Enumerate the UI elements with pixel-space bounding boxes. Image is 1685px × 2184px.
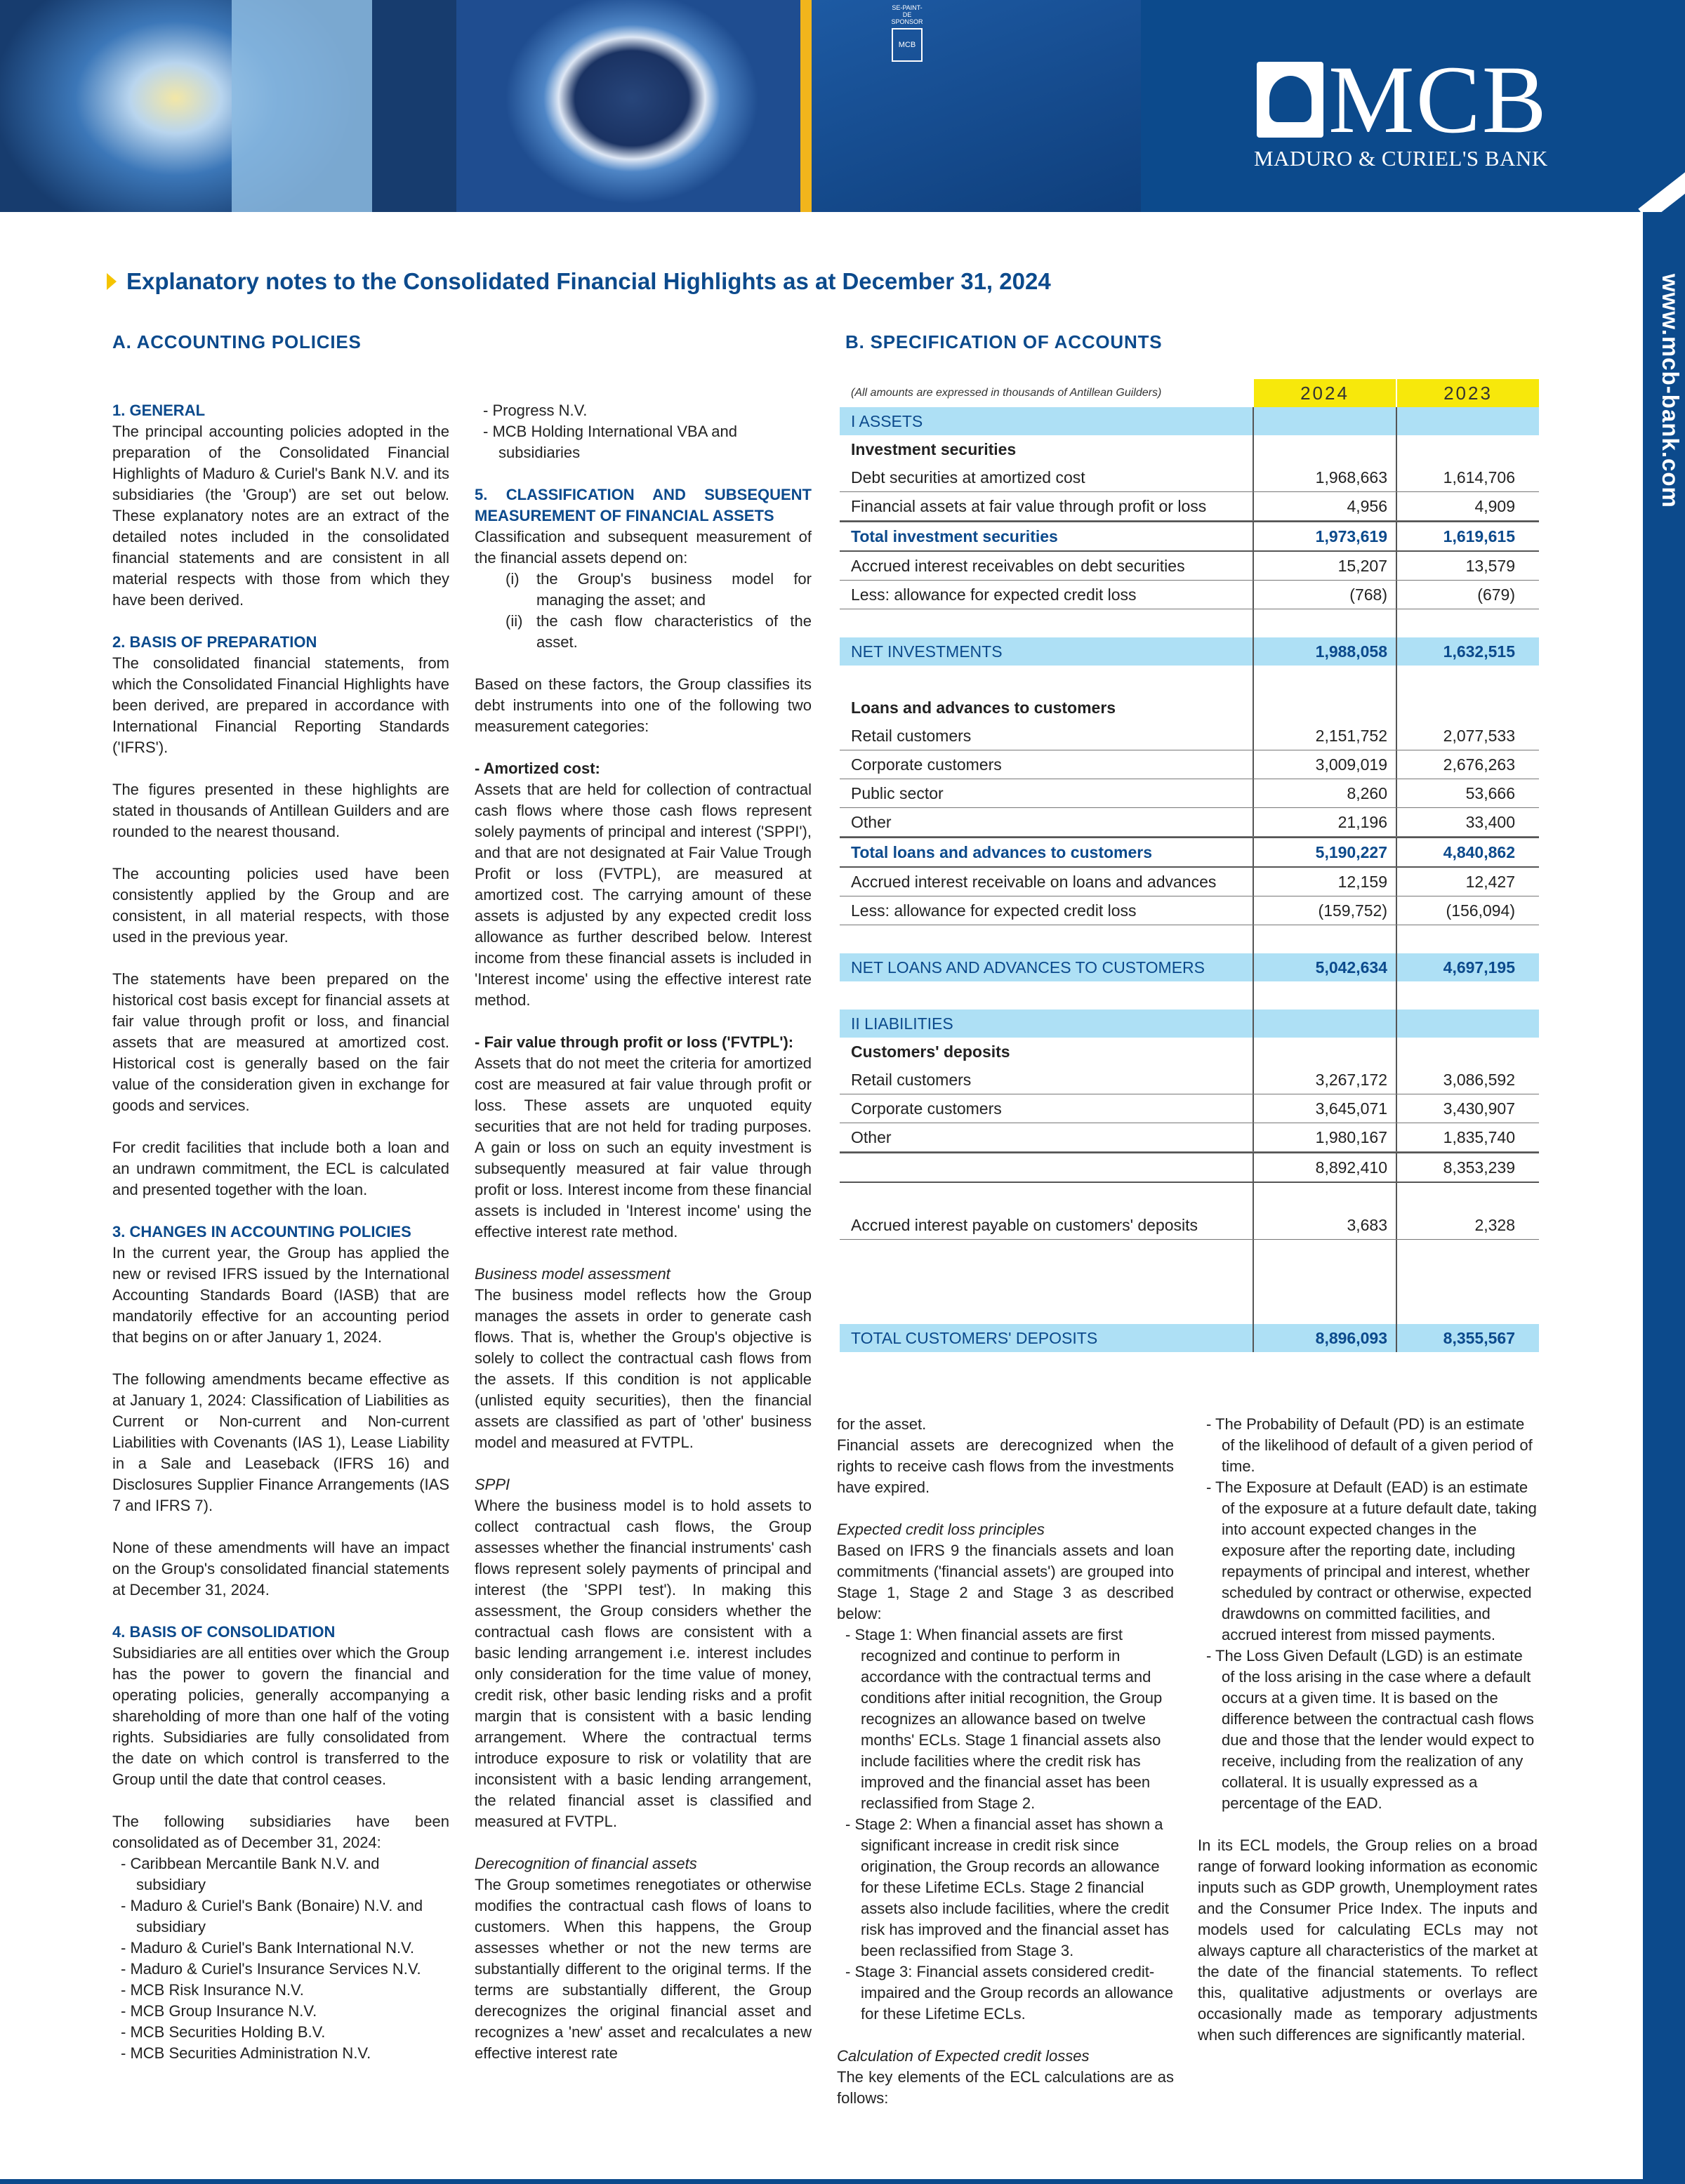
value-2024: 3,683 (1347, 1216, 1387, 1234)
column-divider (1396, 1038, 1397, 1066)
blue-door-image (232, 0, 372, 212)
preparation-p2: The figures presented in these highlights are stated in thousands of Antillean Guilders and are rounded to the nearest thousand. (112, 781, 449, 840)
row-label: Other (851, 1128, 892, 1146)
list-item: - The Loss Given Default (LGD) is an estimate of the loss arising in the case where a default occurs at a given time. It is based on the difference between the contractual cash flows due and those that the lender would expect to receive, including from the realization of any collateral. It is usually expressed as a percentage of the EAD. (1206, 1647, 1535, 1812)
column-divider (1396, 666, 1397, 694)
table-body (840, 407, 1539, 1352)
row-label: Loans and advances to customers (851, 699, 1116, 717)
column-divider (1253, 981, 1254, 1010)
general-text: The principal accounting policies adopted in the preparation of the Consolidated Financial Highlights of Maduro & Curiel's Bank N.V. and its subsidiaries (the 'Group') are set out below. These explanatory notes are an extract of the detailed notes included in the consolidated financial statements and are consistent in all material respects with those from which they have been derived. (112, 423, 449, 609)
classification-title: 5. CLASSIFICATION AND SUBSEQUENT MEASUREMENT OF FINANCIAL ASSETS (475, 486, 812, 524)
row-label: TOTAL CUSTOMERS' DEPOSITS (851, 1329, 1098, 1347)
consolidation-title: 4. BASIS OF CONSOLIDATION (112, 1623, 336, 1641)
table-row (840, 694, 1539, 722)
table-row (840, 925, 1539, 953)
value-2023: 1,614,706 (1443, 468, 1515, 487)
table-row (840, 1066, 1539, 1094)
row-label: Retail customers (851, 727, 972, 745)
ecl-principles-title: Expected credit loss principles (837, 1521, 1045, 1538)
section-b-heading: B. SPECIFICATION OF ACCOUNTS (845, 331, 1163, 352)
column-divider (1253, 435, 1254, 463)
column-divider (1253, 1038, 1254, 1066)
row-label: II LIABILITIES (851, 1014, 953, 1033)
table-row (840, 1183, 1539, 1211)
value-2024: 21,196 (1337, 813, 1387, 831)
table-row (840, 981, 1539, 1010)
sponsor-badge (890, 4, 924, 62)
list-text: the cash flow characteristics of the asset. (536, 612, 812, 651)
list-item: - The Exposure at Default (EAD) is an estimate of the exposure at a future default date, taking into account expected changes in the exposure after the reporting date, including repayments of principal and interest, whether scheduled by contract or otherwise, expected drawdowns on committed facilities, and accrued interest from missed payments. (1206, 1478, 1537, 1643)
preparation-p5: For credit facilities that include both a loan and an undrawn commitment, the ECL is calculated and presented together with the loan. (112, 1139, 449, 1198)
value-2023: 2,328 (1474, 1216, 1515, 1234)
sponsor-logo: MCB (892, 28, 923, 62)
ecl-calculation-title: Calculation of Expected credit losses (837, 2047, 1090, 2065)
list-number: (i) (505, 570, 520, 588)
table-row (840, 1010, 1539, 1038)
table-row (840, 609, 1539, 637)
table-row (840, 637, 1539, 666)
row-label: I ASSETS (851, 412, 923, 430)
list-item: - Maduro & Curiel's Bank (Bonaire) N.V. and subsidiary (121, 1897, 423, 1935)
consolidation-p1: Subsidiaries are all entities over which the Group has the power to govern the financial and operating policies, generally accompanying a shareholding of more than one half of the voting rights. Subsidiaries are fully consolidated from the date on which control is transferred to the Group until the date that control ceases. (112, 1644, 449, 1788)
row-label: Total loans and advances to customers (851, 843, 1153, 861)
value-2023: 13,579 (1465, 557, 1515, 575)
value-2023: 2,676,263 (1443, 755, 1515, 774)
mural-image (456, 0, 807, 212)
changes-p3: None of these amendments will have an impact on the Group's consolidated financial statements at December 31, 2024. (112, 1539, 449, 1599)
value-2024: 1,968,663 (1315, 468, 1387, 487)
classification-list (475, 569, 812, 653)
row-label: Financial assets at fair value through profit or loss (851, 497, 1207, 515)
column-divider (1253, 1010, 1254, 1038)
changes-p1: In the current year, the Group has applied the new or revised IFRS issued by the International Accounting Standards Board (IASB) that are mandatorily effective for an accounting period that begins on or after January 1, 2024. (112, 1244, 449, 1346)
value-2024: 3,645,071 (1315, 1099, 1387, 1118)
value-2023: 3,430,907 (1443, 1099, 1515, 1118)
amounts-note: (All amounts are expressed in thousands of Antillean Guilders) (851, 387, 1162, 399)
table-row (840, 868, 1539, 896)
column-divider (1253, 407, 1254, 435)
ecl-elements-list (1198, 1414, 1538, 1814)
table-row (840, 722, 1539, 750)
website-url[interactable]: www.mcb-bank.com (1658, 274, 1684, 508)
row-label: Accrued interest receivables on debt securities (851, 557, 1185, 575)
list-item: - Maduro & Curiel's Insurance Services N.V. (121, 1960, 421, 1978)
table-row (840, 750, 1539, 779)
row-label: Less: allowance for expected credit loss (851, 585, 1137, 604)
lion-crest-icon (1257, 62, 1323, 138)
row-label: Retail customers (851, 1071, 972, 1089)
column-divider (1253, 666, 1254, 694)
row-label: Accrued interest receivable on loans and advances (851, 873, 1217, 891)
page-title (107, 268, 1051, 295)
column-divider (1396, 1183, 1397, 1211)
row-label: Corporate customers (851, 755, 1002, 774)
list-item: - MCB Risk Insurance N.V. (121, 1981, 304, 1999)
value-2024: 12,159 (1337, 873, 1387, 891)
row-label: Debt securities at amortized cost (851, 468, 1085, 487)
column-divider (1253, 925, 1254, 953)
table-header-row (840, 379, 1539, 407)
list-item: - The Probability of Default (PD) is an estimate of the likelihood of default of a given period of time. (1206, 1415, 1533, 1475)
amortized-text: Assets that are held for collection of contractual cash flows where those cash flows represent solely payments of principal and interest ('SPPI'), and that are not designated at Fair Value Trough Profit or loss (FVTPL), are measured at amortized cost. The carrying amount of these assets is adjusted by any expected credit loss allowance as further described below. Interest income from these financial assets is included in 'Interest income' using the effective interest rate method. (475, 781, 812, 1009)
value-2024: (159,752) (1318, 901, 1387, 920)
business-model-title: Business model assessment (475, 1265, 670, 1283)
column-divider (1396, 1240, 1397, 1268)
year-2023-header: 2023 (1397, 379, 1539, 407)
business-model-text: The business model reflects how the Group manages the assets in order to generate cash flows. That is, whether the Group's objective is solely to collect the contractual cash flows from the assets. If this condition is not applicable (unlisted equity securities), then the financial assets are classified as part of 'other' business model and measured at FVTPL. (475, 1286, 812, 1451)
text-column-1 (112, 400, 449, 2085)
list-item (505, 569, 812, 611)
table-row (840, 407, 1539, 435)
row-label: Corporate customers (851, 1099, 1002, 1118)
value-2023: 12,427 (1465, 873, 1515, 891)
table-row (840, 521, 1539, 552)
ecl-principles-text: Based on IFRS 9 the financials assets and loan commitments ('financial assets') are grouped into Stage 1, Stage 2 and Stage 3 as described below: (837, 1542, 1174, 1622)
table-row (840, 1038, 1539, 1066)
column-divider (1396, 694, 1397, 722)
logo-wordmark: MCB (1328, 46, 1548, 153)
value-2023: 4,697,195 (1443, 958, 1515, 977)
row-label: Customers' deposits (851, 1043, 1010, 1061)
table-row (840, 666, 1539, 694)
table-row (840, 552, 1539, 581)
table-row (840, 1152, 1539, 1183)
sppi-text: Where the business model is to hold assets to collect contractual cash flows, the Group assesses whether the financial instruments' cash flows represent solely payments of principal and interest (the 'SPPI test'). In making this assessment, the Group considers whether the contractual cash flows are consistent with a basic lending arrangement i.e. interest includes only consideration for the time value of money, credit risk, other basic lending risks and a profit margin that is consistent with a basic lending arrangement. Where the contractual terms introduce exposure to risk or volatility that are inconsistent with a basic lending arrangement, the related financial asset is classified and measured at FVTPL. (475, 1497, 812, 1830)
value-2023: 1,619,615 (1443, 527, 1515, 545)
row-label: Total investment securities (851, 527, 1058, 545)
table-row (840, 1240, 1539, 1268)
column-divider (1396, 1268, 1397, 1296)
list-item: - Stage 3: Financial assets considered credit-impaired and the Group records an allowance for these Lifetime ECLs. (845, 1963, 1174, 2023)
derecognition-title: Derecognition of financial assets (475, 1855, 697, 1872)
specification-table (840, 379, 1539, 1352)
value-2023: 3,086,592 (1443, 1071, 1515, 1089)
table-row (840, 1211, 1539, 1240)
classification-p2: Based on these factors, the Group classifies its debt instruments into one of the following two measurement categories: (475, 675, 812, 735)
value-2024: (768) (1349, 585, 1387, 604)
value-2023: 4,909 (1474, 497, 1515, 515)
yellow-stripe (800, 0, 812, 212)
table-row (840, 1123, 1539, 1152)
table-row (840, 896, 1539, 925)
section-a-heading: A. ACCOUNTING POLICIES (112, 331, 362, 352)
table-row (840, 1296, 1539, 1324)
sppi-title: SPPI (475, 1476, 510, 1493)
classification-p1: Classification and subsequent measurement of the financial assets depend on: (475, 528, 812, 567)
column-divider (1253, 1240, 1254, 1268)
value-2023: 1,835,740 (1443, 1128, 1515, 1146)
derecognition-continued: for the asset. (837, 1415, 927, 1433)
column-divider (1396, 609, 1397, 637)
value-2023: 1,632,515 (1443, 642, 1515, 661)
page-title-text: Explanatory notes to the Consolidated Financial Highlights as at December 31, 2024 (126, 268, 1051, 294)
text-column-2 (475, 400, 812, 2085)
side-bar (1643, 212, 1685, 2184)
table-row (840, 463, 1539, 492)
table-row (840, 1324, 1539, 1352)
list-item: - MCB Group Insurance N.V. (121, 2002, 317, 2020)
derecognition-p2: Financial assets are derecognized when the rights to receive cash flows from the investments have expired. (837, 1436, 1174, 1496)
changes-p2: The following amendments became effective as at January 1, 2024: Classification of Liabilities as Current or Non-current and Non-current Liabilities with Covenants (IAS 1), Lease Liability in a Sale and Leaseback (IFRS 16) and Disclosures Supplier Finance Arrangements (IAS 7 and IFRS 7). (112, 1370, 449, 1514)
logo-subtitle: MADURO & CURIEL'S BANK (1254, 146, 1548, 171)
value-2024: 8,260 (1347, 784, 1387, 802)
subsidiaries-list (112, 1853, 449, 2064)
column-divider (1253, 609, 1254, 637)
year-2024-header: 2024 (1254, 379, 1396, 407)
column-divider (1253, 1183, 1254, 1211)
value-2023: 53,666 (1465, 784, 1515, 802)
column-divider (1253, 694, 1254, 722)
list-item: - Stage 2: When a financial asset has shown a significant increase in credit risk since origination, the Group records an allowance for these Lifetime ECLs. Stage 2 financial assets also include facilities, where the credit risk has improved and the financial asset has been reclassified from Stage 3. (845, 1815, 1170, 1959)
list-item: - Maduro & Curiel's Bank International N.V. (121, 1939, 414, 1957)
row-label: NET LOANS AND ADVANCES TO CUSTOMERS (851, 958, 1205, 977)
value-2024: 1,980,167 (1315, 1128, 1387, 1146)
column-divider (1396, 1296, 1397, 1324)
row-label: Less: allowance for expected credit loss (851, 901, 1137, 920)
value-2023: 33,400 (1465, 813, 1515, 831)
value-2024: 3,267,172 (1315, 1071, 1387, 1089)
table-row (840, 492, 1539, 521)
ecl-calculation-text: The key elements of the ECL calculations are as follows: (837, 2068, 1174, 2107)
value-2024: 8,896,093 (1315, 1329, 1387, 1347)
value-2024: 3,009,019 (1315, 755, 1387, 774)
preparation-title: 2. BASIS OF PREPARATION (112, 633, 317, 651)
column-divider (1396, 407, 1397, 435)
table-row (840, 1094, 1539, 1123)
column-divider (1253, 1296, 1254, 1324)
table-row (840, 837, 1539, 868)
fvtpl-text: Assets that do not meet the criteria for amortized cost are measured at fair value through profit or loss. These assets are unquoted equity securities that are not held for trading purposes. A gain or loss on such an equity investment is subsequently measured at fair value through profit or loss. Interest income from these financial assets is included in 'Interest income' using the effective interest rate method. (475, 1054, 812, 1240)
ecl-models-text: In its ECL models, the Group relies on a broad range of forward looking information as economic inputs such as GDP growth, Unemployment rates and the Consumer Price Index. The inputs and models used for calculating ECLs may not always capture all characteristics of the market at the date of the financial statements. To reflect this, qualitative adjustments or overlays are occasionally made as temporary adjustments when such differences are significantly material. (1198, 1836, 1538, 2044)
text-column-3 (837, 1414, 1174, 2130)
value-2024: 5,042,634 (1315, 958, 1387, 977)
table-row (840, 808, 1539, 837)
table-row (840, 779, 1539, 808)
table-row (840, 581, 1539, 609)
sponsor-text: SE-PAINT-DE SPONSOR (891, 4, 923, 25)
fvtpl-title: - Fair value through profit or loss ('FVTPL'): (475, 1033, 794, 1051)
row-label: NET INVESTMENTS (851, 642, 1003, 661)
table-row (840, 435, 1539, 463)
stages-list (837, 1624, 1174, 2025)
list-text: the Group's business model for managing the asset; and (536, 570, 812, 609)
list-item: - MCB Securities Holding B.V. (121, 2023, 326, 2041)
mural-image-right (812, 0, 1141, 212)
consolidation-p2: The following subsidiaries have been consolidated as of December 31, 2024: (112, 1813, 449, 1851)
value-2024: 15,207 (1337, 557, 1387, 575)
preparation-p3: The accounting policies used have been consistently applied by the Group and are consistent, in all material respects, with those used in the previous year. (112, 865, 449, 946)
changes-title: 3. CHANGES IN ACCOUNTING POLICIES (112, 1223, 411, 1240)
amortized-title: - Amortized cost: (475, 760, 600, 777)
row-label: Public sector (851, 784, 944, 802)
preparation-p1: The consolidated financial statements, from which the Consolidated Financial Highlights have been derived, are prepared in accordance with International Financial Reporting Standards ('IFRS'). (112, 654, 449, 756)
value-2024: 1,973,619 (1315, 527, 1387, 545)
list-item: - Caribbean Mercantile Bank N.V. and subsidiary (121, 1855, 380, 1893)
derecognition-text: The Group sometimes renegotiates or otherwise modifies the contractual cash flows of loans to customers. When this happens, the Group assesses whether or not the new terms are substantially different to the original terms. If the terms are substantially different, the Group derecognizes the original financial asset and recognizes a 'new' asset and recalculates a new effective interest rate (475, 1876, 812, 2062)
row-label: Accrued interest payable on customers' deposits (851, 1216, 1198, 1234)
value-2023: 4,840,862 (1443, 843, 1515, 861)
value-2023: 2,077,533 (1443, 727, 1515, 745)
row-label: Other (851, 813, 892, 831)
row-label: Investment securities (851, 440, 1017, 458)
value-2024: 2,151,752 (1315, 727, 1387, 745)
table-row (840, 953, 1539, 981)
list-item: - Stage 1: When financial assets are first recognized and continue to perform in accordance with the contractual terms and conditions after initial recognition, the Group recognizes an allowance based on twelve months' ECLs. Stage 1 financial assets also include facilities where the credit risk has improved and the financial asset has been reclassified from Stage 2. (845, 1626, 1163, 1812)
value-2024: 1,988,058 (1315, 642, 1387, 661)
value-2023: (679) (1477, 585, 1515, 604)
value-2023: (156,094) (1446, 901, 1515, 920)
preparation-p4: The statements have been prepared on the historical cost basis except for financial assets at fair value through profit or loss, and financial assets that are measured at amortized cost. Historical cost is generally based on the fair value of the consideration given in exchange for goods and services. (112, 970, 449, 1114)
bottom-rule (0, 2179, 1685, 2184)
column-divider (1396, 435, 1397, 463)
header-banner (0, 0, 1685, 212)
column-divider (1396, 925, 1397, 953)
column-divider (1396, 981, 1397, 1010)
general-title: 1. GENERAL (112, 402, 206, 419)
value-2023: 8,355,567 (1443, 1329, 1515, 1347)
value-2024: 8,892,410 (1315, 1158, 1387, 1177)
list-item: - Progress N.V. (483, 402, 588, 419)
value-2024: 4,956 (1347, 497, 1387, 515)
text-column-4 (1198, 1414, 1538, 2067)
column-divider (1396, 1010, 1397, 1038)
list-item: - MCB Holding International VBA and subsidiaries (483, 423, 737, 461)
value-2024: 5,190,227 (1315, 843, 1387, 861)
table-row (840, 1268, 1539, 1296)
list-item (505, 611, 812, 653)
street-art-photo (0, 0, 1141, 212)
column-divider (1253, 1268, 1254, 1296)
list-number: (ii) (505, 612, 523, 630)
decorative-corner (1638, 157, 1685, 212)
subsidiaries-list-continued (475, 400, 812, 463)
value-2023: 8,353,239 (1443, 1158, 1515, 1177)
list-item: - MCB Securities Administration N.V. (121, 2044, 371, 2062)
